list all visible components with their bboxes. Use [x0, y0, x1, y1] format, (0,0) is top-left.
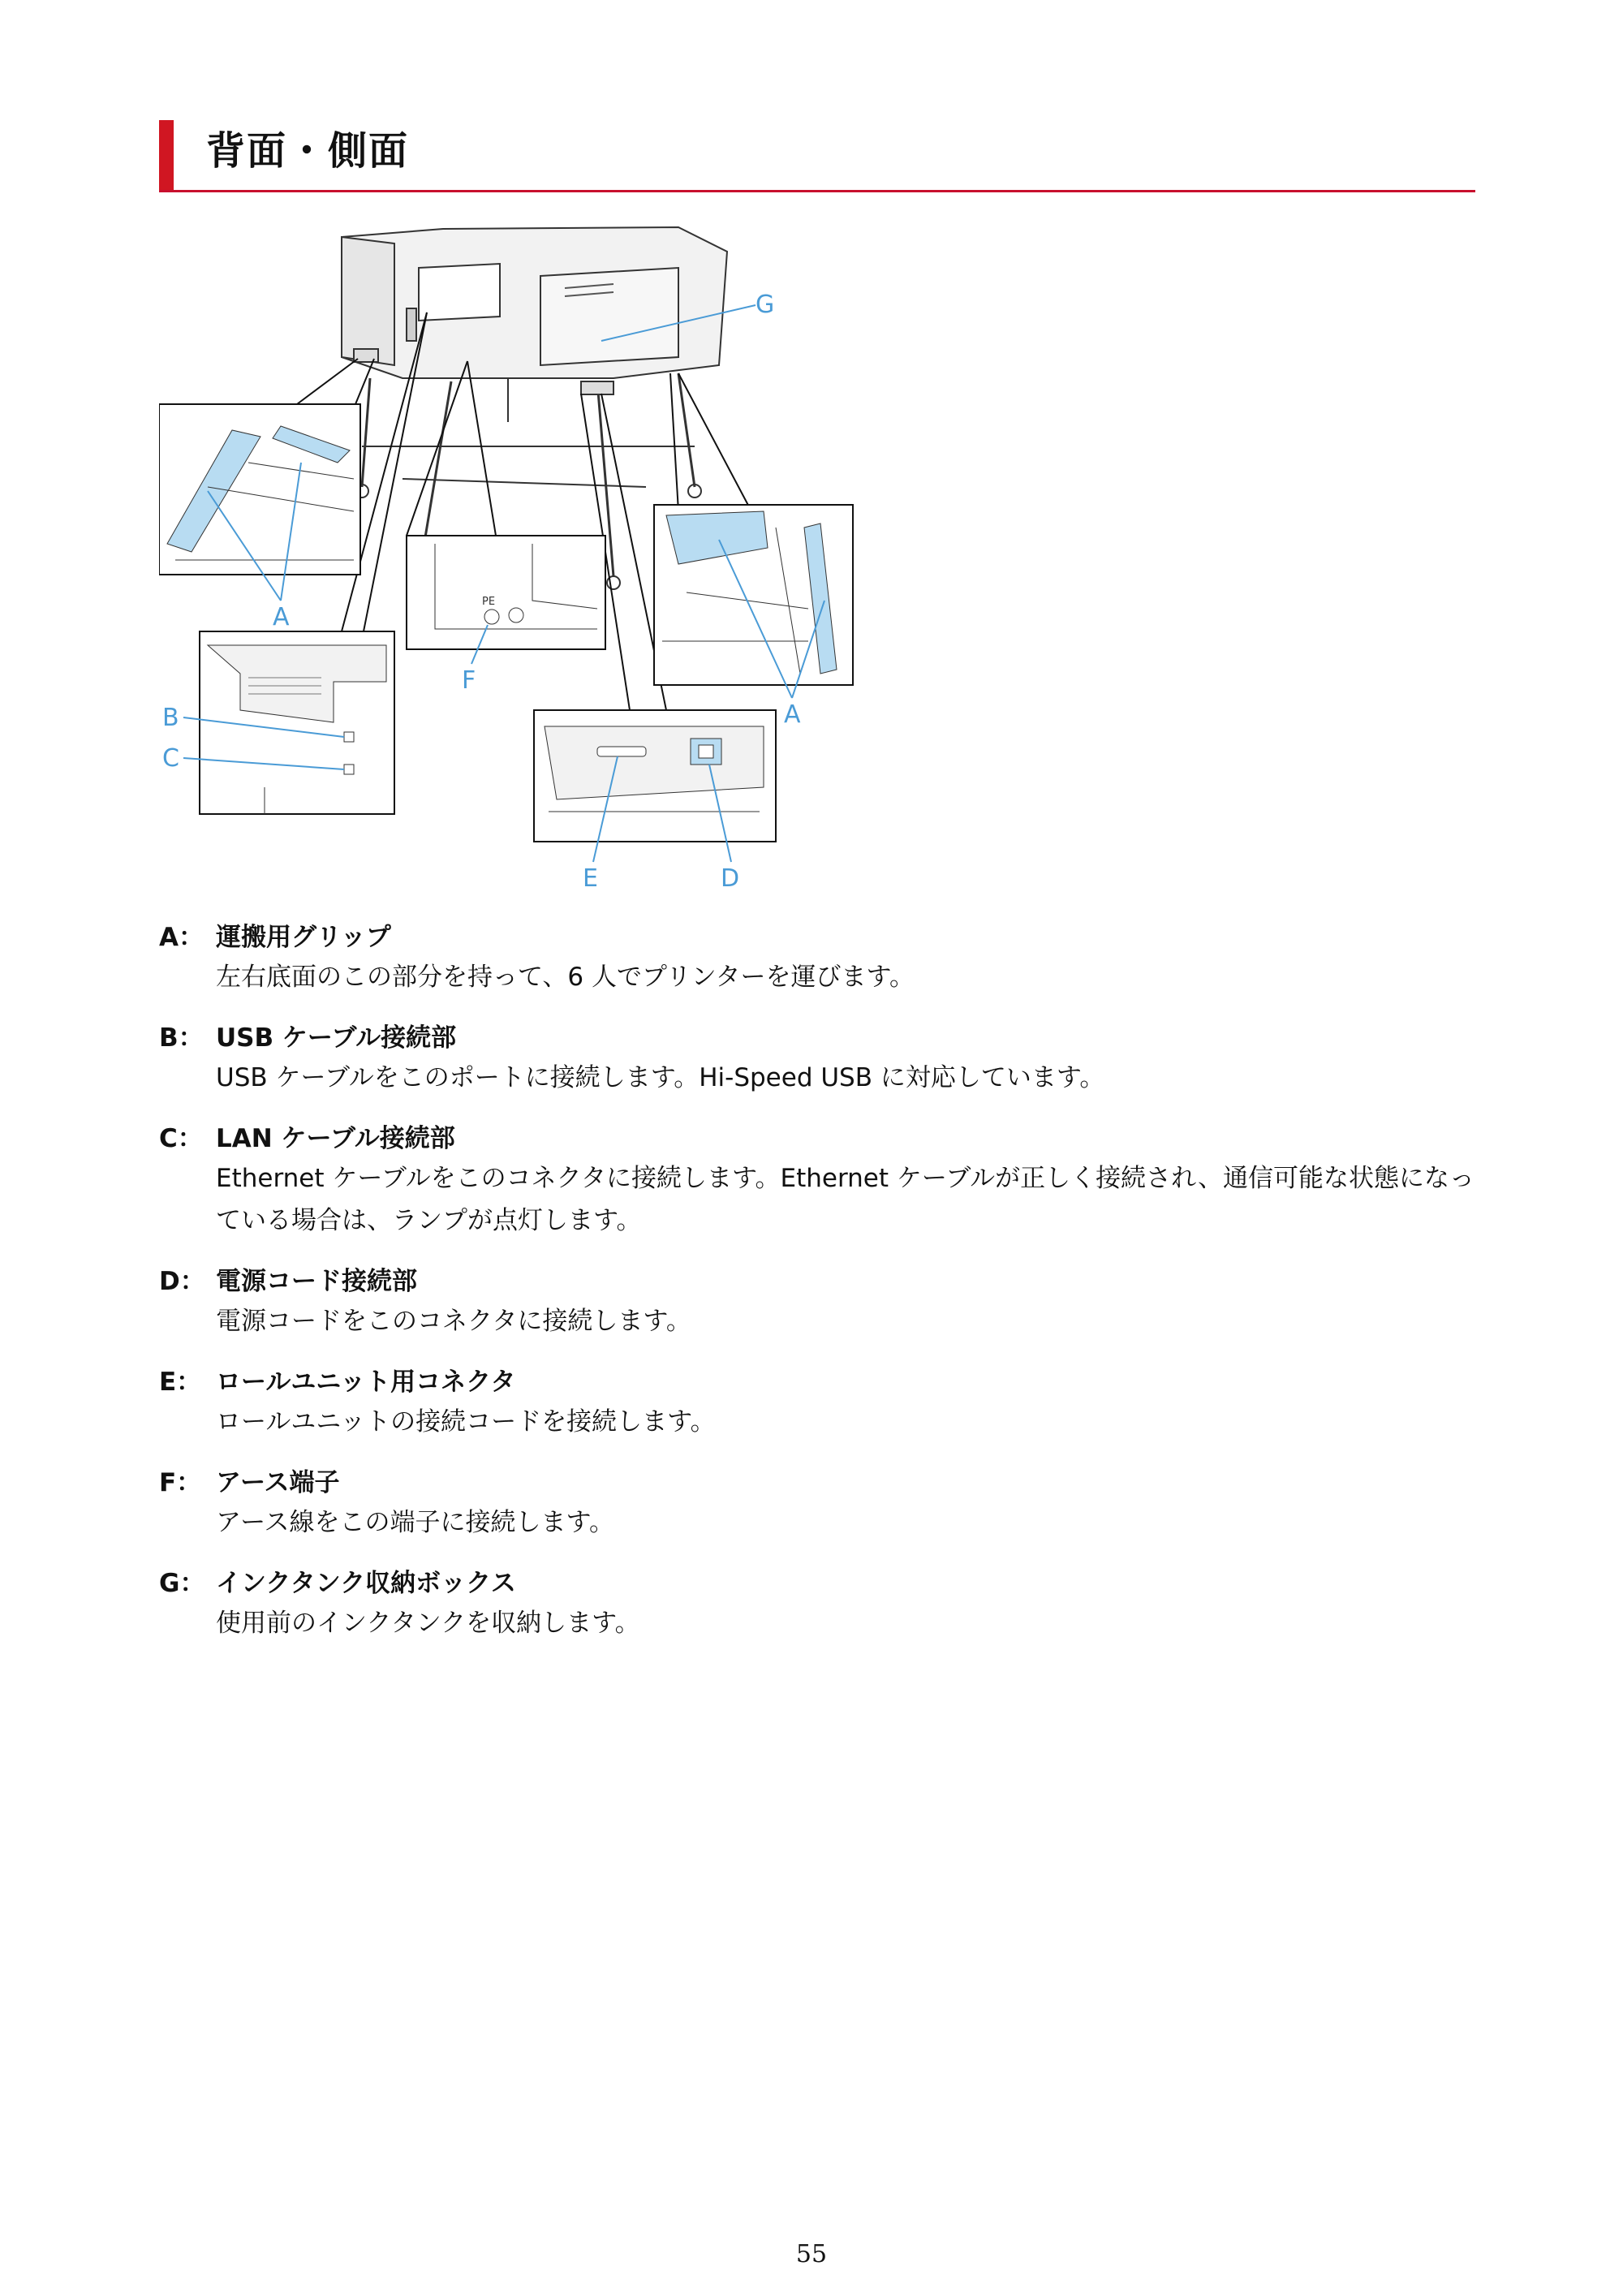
definition-item-d [159, 1263, 1475, 1342]
definition-item-c [159, 1120, 1475, 1242]
page-title: 背面・側面 [206, 128, 410, 174]
inset-grip-right [654, 505, 853, 729]
definition-term: USB ケーブル接続部 [216, 1023, 457, 1053]
callout-label-a-left: A [273, 603, 290, 631]
heading-accent-bar [159, 120, 174, 190]
inset-power-roll [534, 710, 776, 893]
page-number: 55 [795, 2240, 828, 2268]
definition-description: アース線をこの端子に接続します。 [216, 1508, 615, 1537]
definition-term: アース端子 [216, 1468, 340, 1497]
definition-key: A： [159, 923, 204, 952]
definition-key: F： [159, 1468, 202, 1497]
inset-usb-lan [162, 631, 394, 814]
definition-description: USB ケーブルをこのポートに接続します。Hi-Speed USB に対応しています。 [216, 1063, 1105, 1092]
definition-item-e [159, 1363, 1475, 1443]
inset-ground [407, 536, 605, 695]
definition-key: B： [159, 1023, 204, 1053]
callout-label-f: F [462, 666, 476, 695]
definition-item-f [159, 1464, 1475, 1544]
definition-term: インクタンク収納ボックス [216, 1569, 516, 1598]
callout-label-a-right: A [784, 700, 801, 729]
definition-item-a [159, 919, 1475, 998]
ground-port-marking: PE [482, 596, 496, 608]
definition-description: Ethernet ケーブルをこのコネクタに接続します。Ethernet ケーブルが正しく接続され、通信可能な状態になっている場合は、ランプが点灯します。 [216, 1164, 1474, 1235]
definition-item-g [159, 1565, 1475, 1644]
section-heading [159, 120, 1475, 192]
definition-term: LAN ケーブル接続部 [216, 1124, 455, 1153]
definition-key: D： [159, 1267, 205, 1296]
callout-label-g: G [756, 291, 775, 319]
printer-rear-side-illustration [159, 219, 889, 893]
definition-key: G： [159, 1569, 205, 1598]
definition-list [159, 919, 1475, 1665]
definition-term: 電源コード接続部 [216, 1267, 417, 1296]
definition-description: 電源コードをこのコネクタに接続します。 [216, 1307, 691, 1336]
definition-item-b [159, 1019, 1475, 1099]
definition-description: 使用前のインクタンクを収納します。 [216, 1609, 640, 1638]
callout-label-d: D [721, 864, 740, 893]
inset-grip-left [159, 404, 360, 631]
callout-label-e: E [583, 864, 598, 893]
definition-key: C： [159, 1124, 203, 1153]
definition-term: 運搬用グリップ [216, 923, 391, 952]
definition-description: 左右底面のこの部分を持って、6 人でプリンターを運びます。 [216, 963, 915, 992]
definition-description: ロールユニットの接続コードを接続します。 [216, 1407, 716, 1437]
definition-term: ロールユニット用コネクタ [216, 1368, 516, 1397]
callout-label-c: C [162, 744, 179, 773]
definition-key: E： [159, 1368, 202, 1397]
callout-label-b: B [162, 704, 179, 732]
